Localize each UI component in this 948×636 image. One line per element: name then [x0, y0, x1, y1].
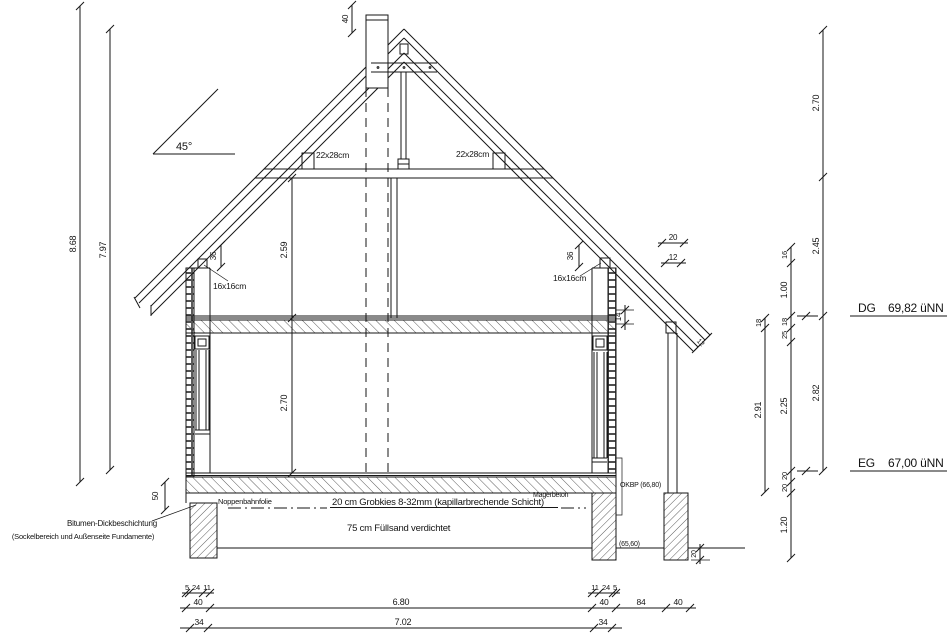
fascia-dim-label: 12 — [694, 337, 706, 349]
grobkies-label: 20 cm Grobkies 8-32mm (kapillarbrechende Schicht) — [332, 497, 544, 508]
dim-ground-height: 2.70 — [279, 394, 289, 412]
roof-pitch-symbol — [153, 89, 235, 154]
dim-label: 18 — [754, 319, 763, 327]
dim-label: 34 — [598, 617, 608, 627]
level-dg-value: 69,82 üNN — [888, 301, 944, 315]
dim-label: 5 — [613, 583, 617, 592]
level-dg-label: DG — [858, 301, 876, 315]
dim-label: 24 — [602, 583, 610, 592]
dim-label: 5 — [185, 583, 189, 592]
dim-label: 2.70 — [811, 94, 821, 112]
purlin-right-label: 22x28cm — [456, 149, 490, 159]
right-wall — [592, 258, 622, 515]
post-left-label: 16x16cm — [213, 281, 247, 291]
noppenbahn-label: Noppenbahnfolie — [218, 497, 272, 506]
dim-label: 2.82 — [811, 384, 821, 402]
eave-dims — [658, 233, 712, 353]
knee-right-annotation — [553, 241, 601, 283]
level-eg-value: 67,00 üNN — [888, 456, 944, 470]
level-eg-label: EG — [858, 456, 875, 470]
dim-label: 34 — [194, 617, 204, 627]
bitumen-note — [12, 505, 196, 541]
purlin-left — [302, 153, 314, 169]
attic-interior-wall — [391, 178, 397, 318]
dim-chimney — [341, 1, 356, 37]
dim-label: 20 — [780, 484, 789, 492]
bitumen-line2: (Sockelbereich und Außenseite Fundamente) — [11, 532, 155, 541]
dim-label: 2.45 — [811, 237, 821, 255]
fuellsand-label: 75 cm Füllsand verdichtet — [347, 523, 451, 534]
roof-pitch-label: 45° — [176, 141, 193, 153]
dim-label: 11 — [591, 583, 599, 592]
brick-face-left — [186, 268, 194, 477]
dim-label: 1.00 — [779, 281, 789, 299]
dim-wall-14 — [614, 305, 634, 330]
dim-row-2 — [180, 597, 696, 612]
okbp-label: OKBP (66,80) — [620, 482, 662, 489]
dim-label: 24 — [192, 583, 200, 592]
brick-face-right — [608, 268, 616, 473]
dim-ridge-height — [98, 25, 114, 474]
level-dg — [797, 301, 947, 320]
dim-label: 7.02 — [394, 617, 412, 627]
level-eg — [797, 456, 947, 475]
dim-label: 11 — [203, 583, 211, 592]
dim-chain-a — [753, 314, 769, 496]
dim-label: 2.25 — [779, 397, 789, 415]
dim-chain-b — [779, 243, 795, 562]
dim-label: 84 — [636, 597, 646, 607]
dim-attic-height: 2.59 — [279, 241, 289, 259]
dim-label: 36 — [209, 251, 218, 261]
left-wall — [186, 259, 210, 503]
dim-label: 20 — [668, 233, 678, 242]
porch-post — [666, 322, 677, 493]
dim-label: 25 — [780, 331, 789, 339]
dim-overall-height — [68, 2, 84, 486]
purlin-left-label: 22x28cm — [316, 150, 350, 160]
dim-label: 12 — [668, 253, 678, 262]
dim-chain-c — [811, 26, 827, 475]
dim-label: 36 — [566, 251, 575, 261]
ridge-structure — [371, 44, 437, 169]
foundation-left — [190, 503, 217, 558]
dim-label: 20 — [780, 472, 789, 480]
dim-plinth-50 — [151, 478, 169, 514]
attic-floor-slab — [186, 316, 616, 333]
dim-label: 2.91 — [753, 401, 763, 419]
dim-label: 7.97 — [98, 241, 108, 259]
post-right-label: 16x16cm — [553, 273, 587, 283]
dim-label: 8.68 — [68, 235, 78, 253]
foundation-right — [592, 493, 616, 560]
dim-label: 50 — [151, 491, 160, 501]
dim-label: 6.80 — [392, 597, 410, 607]
dim-label: 40 — [341, 14, 350, 24]
dim-label: 40 — [599, 597, 609, 607]
window-right — [592, 336, 607, 462]
bitumen-line1: Bitumen-Dickbeschichtung — [67, 519, 157, 528]
foundation-porch — [664, 493, 688, 560]
dim-label: 14 — [614, 312, 623, 322]
excavation-level-label: (65,60) — [619, 541, 640, 548]
dim-label: 1.20 — [779, 516, 789, 534]
roof — [134, 29, 711, 352]
dim-row-3 — [180, 617, 622, 632]
ground-floor-slab — [186, 473, 616, 493]
dim-label: 16 — [780, 251, 789, 259]
dim-label: 40 — [673, 597, 683, 607]
dim-label: 20 — [691, 550, 698, 558]
dim-ground-offset — [691, 544, 710, 564]
dim-label: 18 — [780, 318, 789, 326]
window-left — [195, 336, 210, 434]
dim-label: 40 — [193, 597, 203, 607]
dim-row-1 — [182, 583, 620, 597]
magerbeton-label: Magerbeton — [533, 492, 569, 499]
chimney — [366, 15, 388, 473]
